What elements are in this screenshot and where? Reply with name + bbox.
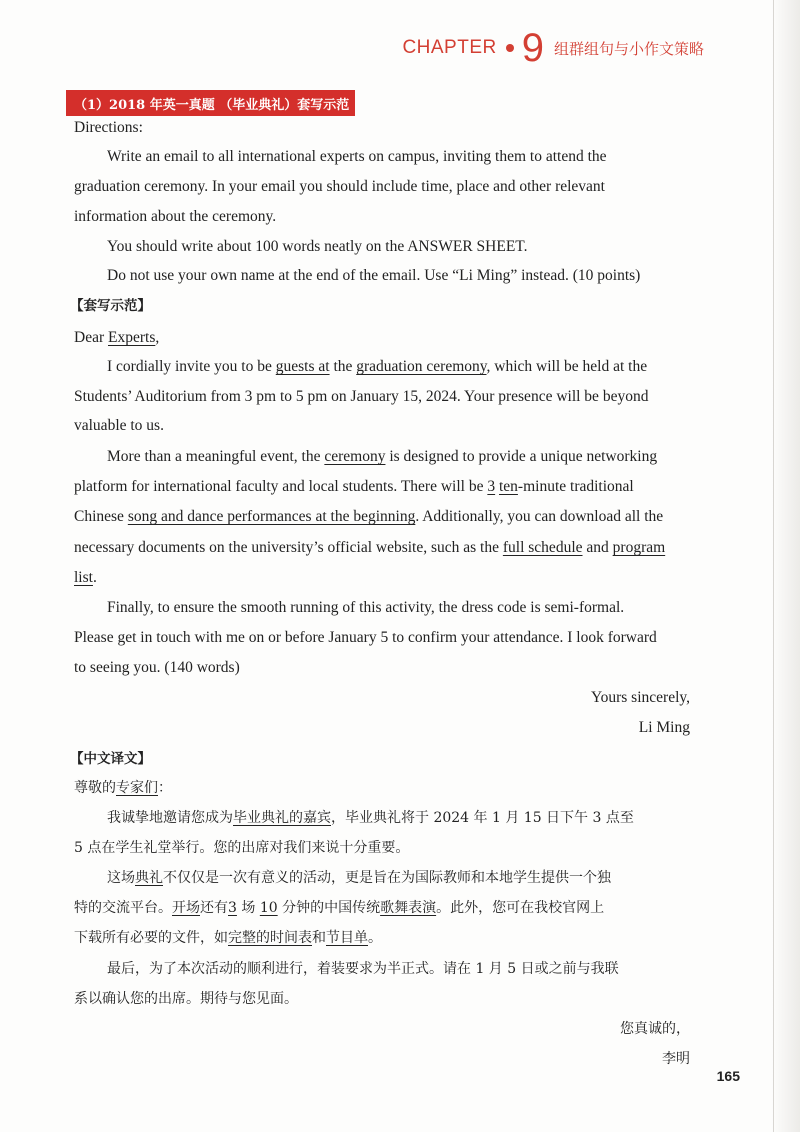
bullet-dot-icon bbox=[506, 44, 514, 52]
chapter-label: CHAPTER bbox=[402, 37, 497, 58]
email-paragraph-line bbox=[107, 447, 657, 467]
text-run: Dear bbox=[74, 329, 108, 346]
underlined-phrase: 节目单 bbox=[326, 930, 368, 946]
text-run: 我诚挚地邀请您成为 bbox=[107, 810, 233, 826]
underlined-phrase: graduation ceremony bbox=[356, 358, 487, 375]
directions-label: Directions: bbox=[74, 119, 143, 136]
chapter-header bbox=[402, 28, 704, 68]
translation-line: 5 点在学生礼堂举行。您的出席对我们来说十分重要。 bbox=[74, 840, 410, 856]
text-run: Chinese bbox=[74, 508, 128, 525]
underlined-phrase: 开场 bbox=[172, 900, 200, 916]
text-run: 和 bbox=[312, 930, 326, 946]
text-run: -minute traditional bbox=[517, 478, 634, 495]
directions-text: Do not use your own name at the end of the email. Use “Li Ming” instead. (10 points) bbox=[107, 267, 641, 284]
text-run: necessary documents on the university’s official website, such as the bbox=[74, 539, 503, 556]
translation-line bbox=[107, 868, 611, 888]
email-paragraph-line bbox=[74, 568, 97, 588]
email-paragraph-line: Please get in touch with me on or before January 5 to confirm your attendance. I look forward bbox=[74, 629, 657, 646]
translation-title: 【中文译文】 bbox=[70, 751, 151, 767]
text-run: . bbox=[92, 569, 97, 586]
text-run: and bbox=[582, 539, 613, 556]
underlined-phrase: 3 bbox=[228, 900, 237, 916]
email-paragraph-line bbox=[74, 538, 665, 558]
translation-line: 系以确认您的出席。期待与您见面。 bbox=[74, 991, 298, 1007]
email-paragraph-line: Students’ Auditorium from 3 pm to 5 pm on January 15, 2024. Your presence will be beyond bbox=[74, 388, 649, 405]
translation-line bbox=[74, 898, 604, 918]
underlined-phrase: 歌舞表演 bbox=[380, 900, 437, 916]
text-run: 场 bbox=[236, 900, 260, 916]
text-run: 特的交流平台。 bbox=[74, 900, 172, 916]
text-run: 不仅仅是一次有意义的活动，更是旨在为国际教师和本地学生提供一个独 bbox=[163, 870, 611, 886]
email-greeting bbox=[74, 328, 159, 348]
text-run: I cordially invite you to be bbox=[107, 358, 276, 375]
underlined-phrase: 专家们 bbox=[116, 780, 158, 796]
translation-closing: 您真诚的， bbox=[620, 1021, 690, 1037]
email-signature: Li Ming bbox=[638, 719, 690, 736]
underlined-phrase: song and dance performances at the beginning bbox=[127, 508, 416, 525]
text-run: 这场 bbox=[107, 870, 135, 886]
directions-text: Write an email to all international experts on campus, inviting them to attend the bbox=[107, 148, 607, 165]
email-paragraph-line: valuable to us. bbox=[74, 417, 164, 434]
text-run: , bbox=[155, 329, 160, 346]
underlined-phrase: program bbox=[612, 539, 666, 556]
page-number: 165 bbox=[716, 1068, 740, 1084]
text-run: 。 bbox=[368, 930, 382, 946]
text-run: More than a meaningful event, the bbox=[107, 448, 325, 465]
text-run: 还有 bbox=[200, 900, 228, 916]
page-edge-shadow bbox=[772, 0, 800, 1132]
email-paragraph-line bbox=[74, 507, 663, 527]
page-edge-line bbox=[773, 0, 774, 1132]
email-paragraph-line bbox=[107, 357, 647, 377]
underlined-phrase: 毕业典礼的嘉宾 bbox=[233, 810, 331, 826]
chapter-number: 9 bbox=[521, 26, 544, 70]
underlined-phrase: 10 bbox=[259, 900, 278, 916]
sample-title: 【套写示范】 bbox=[70, 298, 151, 314]
text-run: . Additionally, you can download all the bbox=[415, 508, 664, 525]
underlined-phrase: ten bbox=[498, 478, 518, 495]
text-run: is designed to provide a unique networking bbox=[385, 448, 658, 465]
translation-line bbox=[74, 928, 382, 948]
underlined-phrase: full schedule bbox=[502, 539, 583, 556]
chapter-title: 组群组句与小作文策略 bbox=[553, 39, 704, 58]
translation-signature: 李明 bbox=[662, 1051, 690, 1067]
directions-text: graduation ceremony. In your email you should include time, place and other relevant bbox=[74, 178, 605, 195]
text-run: , which will be held at the bbox=[486, 358, 648, 375]
underlined-phrase: Experts bbox=[108, 329, 156, 346]
section-heading: （1）2018 年英一真题 （毕业典礼）套写示范 bbox=[66, 90, 355, 116]
underlined-phrase: list bbox=[74, 569, 93, 586]
email-closing: Yours sincerely, bbox=[590, 689, 690, 706]
text-run: 。此外，您可在我校官网上 bbox=[436, 900, 605, 916]
underlined-phrase: 完整的时间表 bbox=[228, 930, 312, 946]
text-run: ，毕业典礼将于 2024 年 1 月 15 日下午 3 点至 bbox=[331, 810, 634, 826]
directions-text: You should write about 100 words neatly on the ANSWER SHEET. bbox=[107, 238, 528, 255]
text-run: 分钟的中国传统 bbox=[277, 900, 381, 916]
email-paragraph-line: to seeing you. (140 words) bbox=[74, 659, 240, 676]
translation-greeting bbox=[74, 778, 172, 798]
underlined-phrase: guests at bbox=[275, 358, 330, 375]
directions-text: information about the ceremony. bbox=[74, 208, 277, 225]
text-run: platform for international faculty and local students. There will be bbox=[74, 478, 488, 495]
translation-line: 最后，为了本次活动的顺利进行，着装要求为半正式。请在 1 月 5 日或之前与我联 bbox=[107, 961, 619, 977]
text-run: ： bbox=[158, 780, 172, 796]
underlined-phrase: ceremony bbox=[324, 448, 386, 465]
email-paragraph-line: Finally, to ensure the smooth running of this activity, the dress code is semi-formal. bbox=[107, 599, 625, 616]
underlined-phrase: 典礼 bbox=[135, 870, 163, 886]
text-run: the bbox=[329, 358, 357, 375]
email-paragraph-line bbox=[74, 477, 634, 497]
text-run: 尊敬的 bbox=[74, 780, 116, 796]
text-run: 下载所有必要的文件，如 bbox=[74, 930, 228, 946]
underlined-phrase: 3 bbox=[487, 478, 496, 495]
translation-line bbox=[107, 808, 634, 828]
